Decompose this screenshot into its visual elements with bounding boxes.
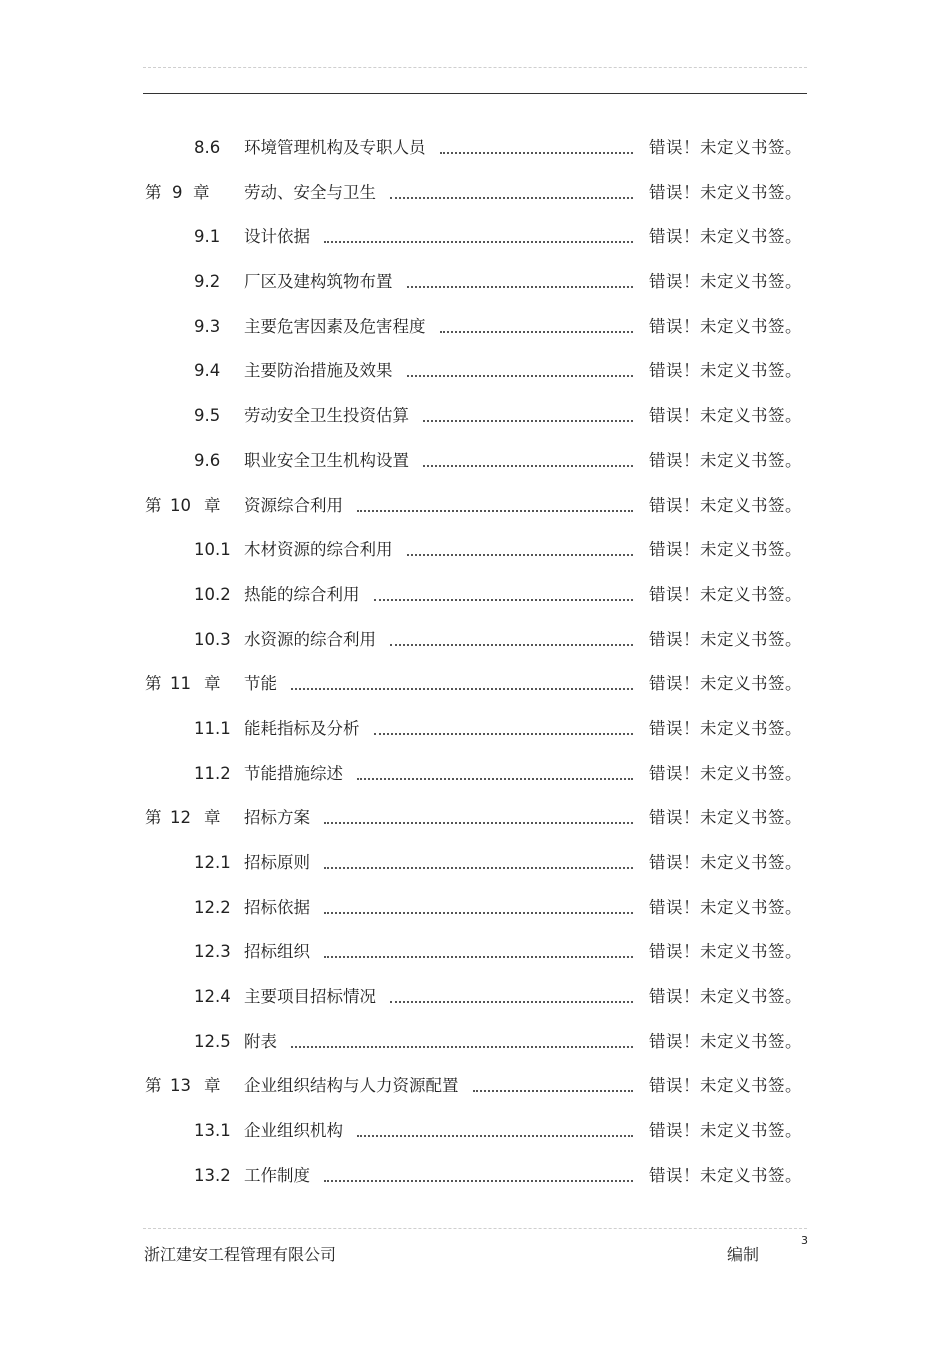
toc-page-reference: 错误！未定义书签。 xyxy=(649,763,802,783)
toc-page-reference: 错误！未定义书签。 xyxy=(649,227,802,247)
toc-entry-title: 木材资源的综合利用 xyxy=(244,540,393,560)
toc-page-reference: 错误！未定义书签。 xyxy=(649,182,802,202)
toc-dot-leader xyxy=(407,286,633,288)
toc-section-number: 12.1 xyxy=(194,853,231,872)
toc-page-reference: 错误！未定义书签。 xyxy=(649,495,802,515)
toc-dot-leader xyxy=(357,778,633,780)
toc-dot-leader xyxy=(357,1135,633,1137)
toc-section-row[interactable] xyxy=(0,1019,950,1064)
toc-entry-title: 招标依据 xyxy=(244,897,310,917)
toc-entry-title: 主要防治措施及效果 xyxy=(244,361,393,381)
toc-section-number: 10.1 xyxy=(194,540,231,560)
toc-page-reference: 错误！未定义书签。 xyxy=(649,629,802,649)
toc-dot-leader xyxy=(374,599,633,601)
table-of-contents xyxy=(0,125,950,1198)
toc-dot-leader xyxy=(291,1046,633,1048)
toc-section-number: 11.2 xyxy=(194,763,231,783)
toc-section-number: 10.3 xyxy=(194,629,231,649)
toc-entry-title: 附表 xyxy=(244,1031,277,1051)
toc-page-reference: 错误！未定义书签。 xyxy=(649,1121,802,1141)
toc-section-row[interactable] xyxy=(0,617,950,662)
toc-section-row[interactable] xyxy=(0,840,950,885)
toc-entry-title: 环境管理机构及专职人员 xyxy=(244,138,426,157)
toc-section-row[interactable] xyxy=(0,125,950,170)
footer-dashed-rule xyxy=(143,1228,807,1229)
page-number: 3 xyxy=(801,1234,808,1247)
toc-dot-leader xyxy=(324,241,633,243)
toc-section-number: 8.6 xyxy=(194,138,221,157)
toc-page-reference: 错误！未定义书签。 xyxy=(649,897,802,917)
toc-section-row[interactable] xyxy=(0,393,950,438)
toc-dot-leader xyxy=(324,822,633,824)
toc-page-reference: 错误！未定义书签。 xyxy=(649,808,802,828)
toc-entry-title: 能耗指标及分析 xyxy=(244,718,360,738)
toc-section-number: 11.1 xyxy=(194,718,231,738)
toc-dot-leader xyxy=(423,465,633,467)
toc-dot-leader xyxy=(324,1180,633,1182)
toc-dot-leader xyxy=(324,867,633,869)
toc-section-row[interactable] xyxy=(0,304,950,349)
toc-page-reference: 错误！未定义书签。 xyxy=(649,450,802,470)
toc-section-number: 12.3 xyxy=(194,942,231,962)
toc-page-reference: 错误！未定义书签。 xyxy=(649,584,802,604)
toc-section-number: 9.6 xyxy=(194,450,221,470)
toc-entry-title: 招标方案 xyxy=(244,808,310,828)
toc-entry-title: 职业安全卫生机构设置 xyxy=(244,450,409,470)
toc-dot-leader xyxy=(440,331,633,333)
toc-entry-title: 企业组织结构与人力资源配置 xyxy=(244,1076,459,1096)
toc-section-row[interactable] xyxy=(0,527,950,572)
toc-chapter-number: 13 xyxy=(170,1076,191,1096)
toc-dot-leader xyxy=(357,510,633,512)
toc-chapter-row[interactable] xyxy=(0,483,950,528)
toc-entry-title: 劳动安全卫生投资估算 xyxy=(244,406,409,426)
toc-entry-title: 工作制度 xyxy=(244,1165,310,1185)
toc-section-row[interactable] xyxy=(0,572,950,617)
toc-chapter-number: 9 xyxy=(172,182,183,202)
toc-chapter-prefix: 第 xyxy=(145,495,162,515)
toc-chapter-number: 11 xyxy=(170,674,191,694)
toc-chapter-suffix: 章 xyxy=(204,495,221,515)
toc-dot-leader xyxy=(390,644,633,646)
toc-chapter-suffix: 章 xyxy=(204,808,221,828)
toc-page-reference: 错误！未定义书签。 xyxy=(649,272,802,292)
toc-dot-leader xyxy=(374,733,633,735)
toc-dot-leader xyxy=(407,375,633,377)
toc-entry-title: 招标组织 xyxy=(244,942,310,962)
toc-chapter-row[interactable] xyxy=(0,795,950,840)
toc-section-row[interactable] xyxy=(0,974,950,1019)
toc-chapter-number: 10 xyxy=(170,495,191,515)
toc-page-reference: 错误！未定义书签。 xyxy=(649,987,802,1007)
toc-chapter-prefix: 第 xyxy=(145,808,162,828)
toc-section-number: 9.4 xyxy=(194,361,221,381)
toc-chapter-suffix: 章 xyxy=(204,674,221,694)
toc-dot-leader xyxy=(473,1090,633,1092)
toc-section-number: 12.5 xyxy=(194,1031,231,1051)
toc-dot-leader xyxy=(324,912,633,914)
toc-section-number: 12.2 xyxy=(194,897,231,917)
toc-section-row[interactable] xyxy=(0,1153,950,1198)
header-dashed-rule xyxy=(143,67,807,68)
toc-entry-title: 劳动、安全与卫生 xyxy=(244,182,376,202)
toc-chapter-prefix: 第 xyxy=(145,182,162,202)
toc-section-number: 10.2 xyxy=(194,584,231,604)
toc-section-row[interactable] xyxy=(0,259,950,304)
toc-dot-leader xyxy=(440,152,633,154)
toc-page-reference: 错误！未定义书签。 xyxy=(649,942,802,962)
toc-page-reference: 错误！未定义书签。 xyxy=(649,361,802,381)
toc-page-reference: 错误！未定义书签。 xyxy=(649,316,802,336)
toc-section-row[interactable] xyxy=(0,929,950,974)
toc-chapter-prefix: 第 xyxy=(145,1076,162,1096)
toc-chapter-prefix: 第 xyxy=(145,674,162,694)
toc-section-number: 9.3 xyxy=(194,316,221,336)
toc-entry-title: 资源综合利用 xyxy=(244,495,343,515)
toc-entry-title: 厂区及建构筑物布置 xyxy=(244,272,393,292)
toc-section-number: 13.2 xyxy=(194,1165,231,1185)
footer-company-name: 浙江建安工程管理有限公司 xyxy=(144,1245,337,1264)
toc-dot-leader xyxy=(407,554,633,556)
toc-section-row[interactable] xyxy=(0,751,950,796)
toc-page-reference: 错误！未定义书签。 xyxy=(649,1165,802,1185)
toc-page-reference: 错误！未定义书签。 xyxy=(649,540,802,560)
toc-chapter-suffix: 章 xyxy=(204,1076,221,1096)
toc-dot-leader xyxy=(390,197,633,199)
toc-section-row[interactable] xyxy=(0,885,950,930)
toc-dot-leader xyxy=(324,956,633,958)
toc-dot-leader xyxy=(291,688,633,690)
toc-section-row[interactable] xyxy=(0,348,950,393)
toc-entry-title: 热能的综合利用 xyxy=(244,584,360,604)
toc-dot-leader xyxy=(423,420,633,422)
toc-section-number: 9.2 xyxy=(194,272,221,292)
toc-entry-title: 企业组织机构 xyxy=(244,1121,343,1141)
toc-section-row[interactable] xyxy=(0,1108,950,1153)
toc-entry-title: 节能 xyxy=(244,674,277,694)
toc-page-reference: 错误！未定义书签。 xyxy=(649,853,802,872)
toc-section-row[interactable] xyxy=(0,438,950,483)
toc-entry-title: 节能措施综述 xyxy=(244,763,343,783)
toc-chapter-suffix: 章 xyxy=(193,182,210,202)
toc-section-row[interactable] xyxy=(0,706,950,751)
header-rule xyxy=(143,93,807,94)
toc-chapter-row[interactable] xyxy=(0,661,950,706)
toc-chapter-number: 12 xyxy=(170,808,191,828)
toc-page-reference: 错误！未定义书签。 xyxy=(649,718,802,738)
toc-entry-title: 主要项目招标情况 xyxy=(244,987,376,1007)
toc-section-number: 9.5 xyxy=(194,406,221,426)
toc-dot-leader xyxy=(390,1001,633,1003)
toc-page-reference: 错误！未定义书签。 xyxy=(649,1076,802,1096)
toc-entry-title: 招标原则 xyxy=(244,853,310,872)
toc-page-reference: 错误！未定义书签。 xyxy=(649,138,802,157)
footer-compiled-label: 编制 xyxy=(727,1245,760,1264)
toc-page-reference: 错误！未定义书签。 xyxy=(649,674,802,694)
toc-section-number: 9.1 xyxy=(194,227,221,247)
toc-page-reference: 错误！未定义书签。 xyxy=(649,1031,802,1051)
toc-entry-title: 主要危害因素及危害程度 xyxy=(244,316,426,336)
toc-section-number: 13.1 xyxy=(194,1121,231,1141)
toc-entry-title: 设计依据 xyxy=(244,227,310,247)
toc-chapter-row[interactable] xyxy=(0,170,950,215)
toc-chapter-row[interactable] xyxy=(0,1063,950,1108)
toc-section-row[interactable] xyxy=(0,214,950,259)
toc-section-number: 12.4 xyxy=(194,987,231,1007)
toc-page-reference: 错误！未定义书签。 xyxy=(649,406,802,426)
toc-entry-title: 水资源的综合利用 xyxy=(244,629,376,649)
